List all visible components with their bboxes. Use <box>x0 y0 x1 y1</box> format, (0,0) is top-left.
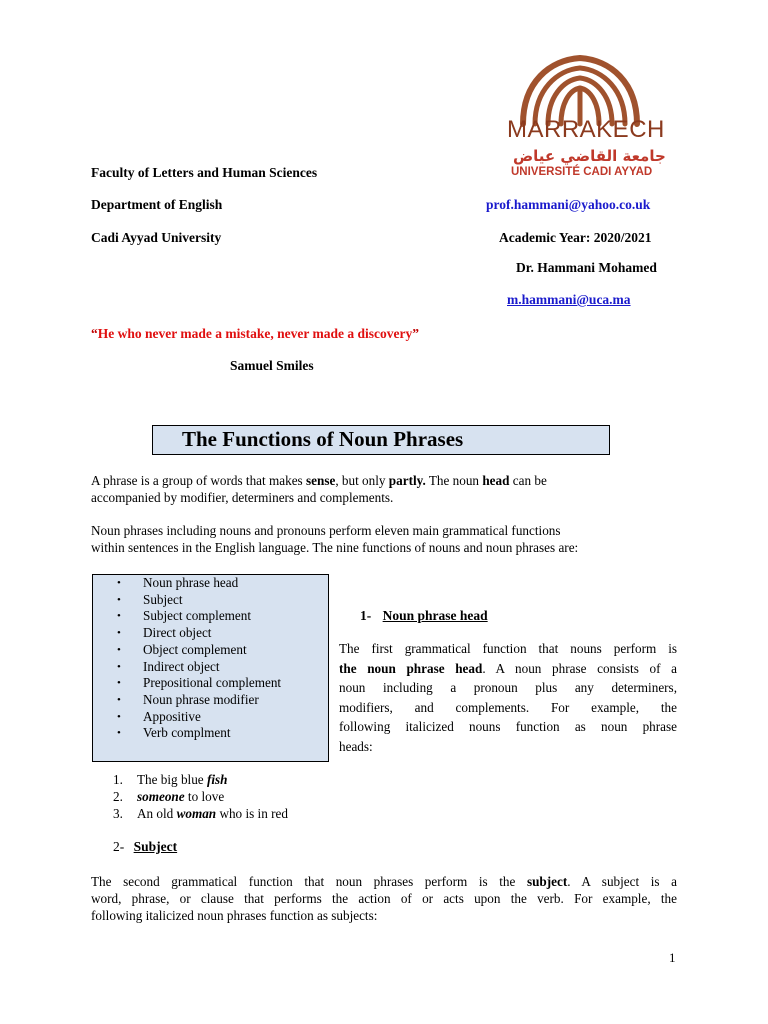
list-item <box>117 608 281 625</box>
title-box <box>152 425 610 455</box>
logo-university-fr: UNIVERSITÉ CADI AYYAD <box>511 166 653 178</box>
examples-list <box>113 771 288 822</box>
intro-p1-line2: accompanied by modifier, determiners and complements. <box>91 490 394 505</box>
list-item-label: Object complement <box>143 641 247 657</box>
example-number: 2. <box>113 789 123 804</box>
section-1-line2-rest: . A noun phrase consists of a <box>482 660 677 676</box>
bullet-icon: • <box>117 727 121 740</box>
example-item <box>113 805 288 822</box>
example-post: who is in red <box>216 806 288 821</box>
example-item <box>113 771 288 788</box>
page-number: 1 <box>669 950 676 965</box>
section-2-number: 2- <box>113 839 125 854</box>
section-1-line: noun including a pronoun plus any determiners, <box>339 680 677 696</box>
list-item-label: Verb complment <box>143 725 231 741</box>
example-number: 1. <box>113 772 123 787</box>
intro-paragraph-2 <box>91 522 677 556</box>
list-item <box>117 592 281 609</box>
academic-year: Academic Year: 2020/2021 <box>499 230 652 245</box>
quote-open-mark: “ <box>91 326 98 341</box>
section-2-line <box>91 873 677 890</box>
functions-list-box <box>92 574 329 762</box>
example-item <box>113 788 288 805</box>
list-item-label: Subject <box>143 591 183 607</box>
list-item-label: Noun phrase modifier <box>143 691 259 707</box>
quote-close-mark: ” <box>412 326 419 341</box>
intro-p1-sense: sense <box>306 473 336 488</box>
intro-p1-partly: partly. <box>388 473 426 488</box>
faculty-name: Faculty of Letters and Human Sciences <box>91 165 318 180</box>
intro-p1-b: , but only <box>335 473 389 488</box>
functions-list <box>117 575 281 742</box>
intro-p2-line2: within sentences in the English language. The nine functions of nouns and noun phrases are: <box>91 540 579 555</box>
list-item <box>117 659 281 676</box>
section-2-line1-bold: subject <box>526 874 568 889</box>
section-1-line <box>339 659 677 679</box>
logo-arabic: جامعة القاضي عياض <box>513 147 666 165</box>
list-item <box>117 642 281 659</box>
bullet-icon: • <box>117 643 121 656</box>
author-name: Dr. Hammani Mohamed <box>516 260 657 275</box>
list-item-label: Indirect object <box>143 658 220 674</box>
list-item-label: Direct object <box>143 625 212 641</box>
section-2-line: word, phrase, or clause that performs the action of or acts upon the verb. For example, the <box>91 891 677 906</box>
section-1-line: heads: <box>339 738 373 754</box>
section-1-paragraph <box>339 639 677 757</box>
bullet-icon: • <box>117 610 121 623</box>
email-link-2[interactable]: m.hammani@uca.ma <box>507 292 631 307</box>
list-item-label: Prepositional complement <box>143 675 282 691</box>
example-pre: The big blue <box>137 772 207 787</box>
section-2-line1-a: The second grammatical function that noun phrases perform is the <box>91 874 527 889</box>
quote-text: He who never made a mistake, never made a discovery <box>97 326 413 341</box>
list-item <box>117 675 281 692</box>
list-item <box>117 692 281 709</box>
example-number: 3. <box>113 806 123 821</box>
bullet-icon: • <box>117 677 121 690</box>
bullet-icon: • <box>117 593 121 606</box>
section-2-paragraph <box>91 873 677 924</box>
list-item-label: Subject complement <box>143 608 252 624</box>
section-2-heading <box>113 839 177 855</box>
section-1-line: The first grammatical function that nouns perform is <box>339 641 677 656</box>
list-item <box>117 725 281 742</box>
intro-p2-line1: Noun phrases including nouns and pronouns perform eleven main grammatical functions <box>91 523 561 538</box>
example-pre: An old <box>137 806 177 821</box>
section-1-bold-phrase: the noun phrase head <box>339 660 483 676</box>
section-1-heading <box>360 608 488 624</box>
list-item <box>117 575 281 592</box>
university-name: Cadi Ayyad University <box>91 230 222 245</box>
section-2-title: Subject <box>133 839 178 854</box>
intro-p1-c: The noun <box>425 473 483 488</box>
email-link-1[interactable]: prof.hammani@yahoo.co.uk <box>486 197 651 212</box>
example-emphasis: fish <box>206 772 228 787</box>
bullet-icon: • <box>117 660 121 673</box>
intro-p1-d: can be <box>509 473 547 488</box>
list-item <box>117 625 281 642</box>
bullet-icon: • <box>117 693 121 706</box>
section-1-title: Noun phrase head <box>382 608 488 623</box>
intro-paragraph-1 <box>91 472 677 506</box>
logo-city: MARRAKECH <box>507 116 665 143</box>
university-logo <box>505 52 666 187</box>
bullet-icon: • <box>117 710 121 723</box>
example-post: to love <box>184 789 225 804</box>
bullet-icon: • <box>117 577 121 589</box>
page-title: The Functions of Noun Phrases <box>182 427 464 451</box>
section-1-number: 1- <box>360 608 372 623</box>
quote <box>91 326 419 342</box>
section-2-line1-b: . A subject is a <box>567 874 677 889</box>
example-emphasis: woman <box>176 806 217 821</box>
intro-p1-head: head <box>482 473 510 488</box>
list-item <box>117 709 281 726</box>
list-item-label: Appositive <box>143 708 201 724</box>
intro-p1-a: A phrase is a group of words that makes <box>91 473 306 488</box>
quote-author: Samuel Smiles <box>230 358 314 373</box>
bullet-icon: • <box>117 627 121 640</box>
department-name: Department of English <box>91 197 223 212</box>
section-1-line: following italicized nouns function as noun phrase <box>339 719 677 735</box>
section-2-line: following italicized noun phrases function as subjects: <box>91 908 378 923</box>
example-emphasis: someone <box>137 789 185 804</box>
section-1-line: modifiers, and complements. For example, the <box>339 699 677 715</box>
list-item-label: Noun phrase head <box>143 575 239 590</box>
